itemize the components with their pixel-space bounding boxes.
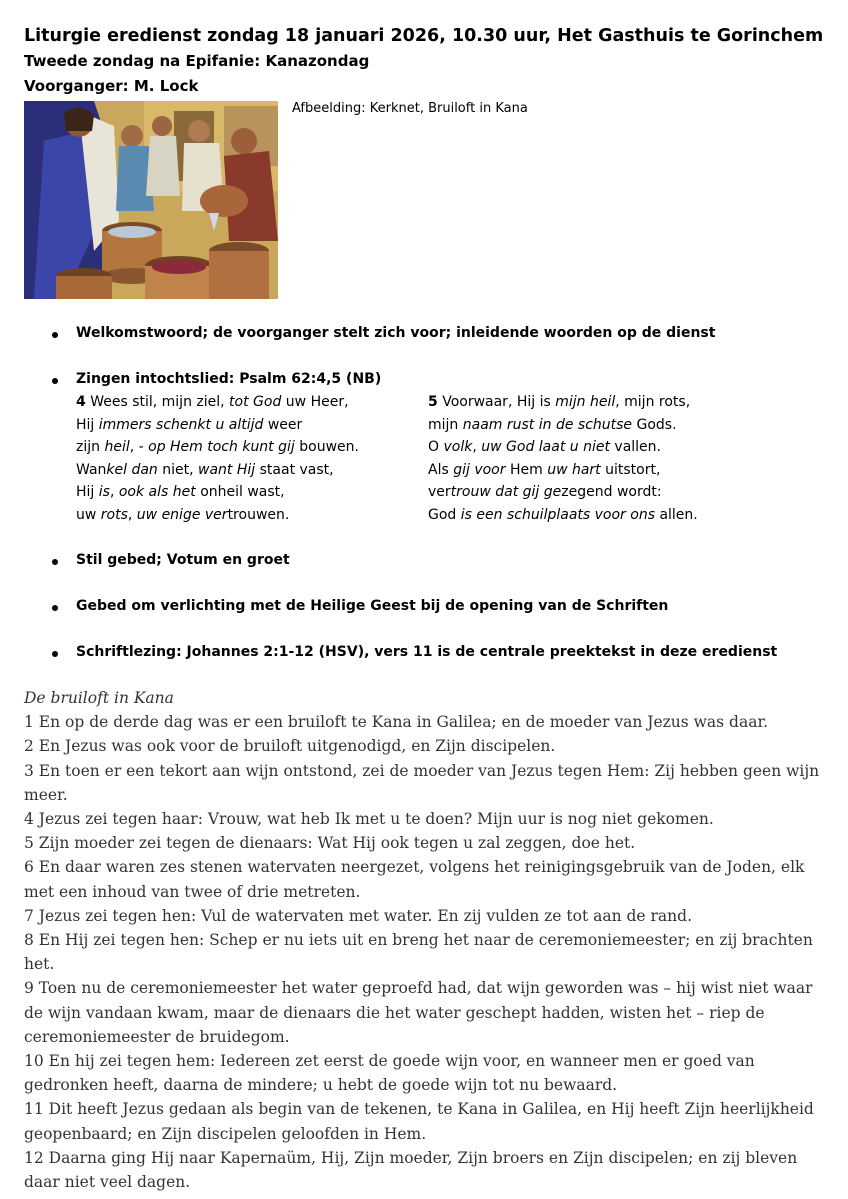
line-run: weer (263, 416, 303, 433)
bullet-icon (52, 651, 58, 657)
order-item-label: Stil gebed; Votum en groet (76, 552, 290, 568)
psalm-line (76, 436, 359, 459)
line-run: volk (443, 439, 473, 456)
line-run: onheil wast, (195, 484, 285, 501)
psalm-line (76, 414, 359, 437)
psalm-line (76, 504, 359, 527)
line-run: naam rust in de schutse (462, 416, 633, 433)
line-run: niet, (157, 461, 199, 478)
line-run: uw hart (547, 461, 601, 478)
line-run: , (109, 484, 119, 501)
verse: 4 Jezus zei tegen haar: Vrouw, wat heb Ik met u te doen? Mijn uur is nog niet gekomen. (24, 810, 714, 829)
line-run: ver (428, 484, 451, 501)
line-run: uitstort, (600, 461, 661, 478)
line-run: , (127, 506, 137, 523)
line-run: Hem (505, 461, 548, 478)
line-run: Als (428, 461, 454, 478)
psalm-line (76, 481, 359, 504)
line-run: uw enige ver (136, 506, 228, 523)
stanza-number: 4 (76, 394, 86, 410)
verse: 6 En daar waren zes stenen watervaten neergezet, volgens het reinigingsgebruik van de Joden, elk met een inhoud van twee of drie metreten. (24, 858, 805, 901)
line-run: want Hij (198, 461, 256, 478)
psalm-stanza-5 (428, 391, 698, 527)
line-text (438, 394, 690, 410)
verse: 7 Jezus zei tegen hen: Vul de watervaten met water. En zij vulden ze tot aan de rand. (24, 906, 692, 925)
line-run: op Hem toch kunt gij (148, 439, 295, 456)
minister-line: Voorganger: M. Lock (24, 77, 199, 95)
line-run: immers schenkt u altijd (98, 416, 264, 433)
line-run: is een schuilplaats voor ons (460, 506, 655, 523)
scripture-text (24, 686, 824, 1194)
bullet-icon (52, 332, 58, 338)
psalm-stanza-4 (76, 391, 359, 527)
line-run: zijn (76, 439, 105, 456)
psalm-line (428, 459, 698, 482)
document-title: Liturgie eredienst zondag 18 januari 2026, 10.30 uur, Het Gasthuis te Gorinchem (24, 26, 824, 46)
line-run: heil (104, 439, 130, 456)
line-run: uw Heer, (281, 394, 349, 410)
verse: 12 Daarna ging Hij naar Kapernaüm, Hij, Zijn moeder, Zijn broers en Zijn discipelen; en zij bleven daar niet veel dagen. (24, 1148, 798, 1192)
line-run: uw God laat u niet (481, 439, 610, 456)
line-run: Wan (76, 461, 107, 478)
stanza-number: 5 (428, 394, 438, 410)
line-run: bouwen. (294, 439, 359, 456)
order-item-label: Gebed om verlichting met de Heilige Geest bij de opening van de Schriften (76, 598, 669, 614)
line-run: vallen. (609, 439, 661, 456)
line-run: rots (100, 506, 128, 523)
verse: 11 Dit heeft Jezus gedaan als begin van de tekenen, te Kana in Galilea, en Hij heeft Zijn heerlijkheid geopenbaard; en Zijn discipelen geloofden in Hem. (24, 1100, 814, 1143)
verse: 2 En Jezus was ook voor de bruiloft uitgenodigd, en Zijn discipelen. (24, 737, 556, 756)
verse: 5 Zijn moeder zei tegen de dienaars: Wat Hij ook tegen u zal zeggen, doe het. (24, 834, 636, 853)
line-run: zegend wordt: (561, 484, 662, 501)
line-run: Gods. (632, 416, 677, 433)
psalm-line (428, 481, 698, 504)
line-run: staat vast, (255, 461, 334, 478)
line-run: , mijn rots, (615, 394, 691, 410)
bullet-icon (52, 378, 58, 384)
line-run: Voorwaar, Hij is (437, 394, 556, 410)
wedding-at-cana-illustration (24, 101, 278, 299)
line-run: Hij (76, 484, 99, 501)
psalm-line (76, 391, 359, 414)
verse: 9 Toen nu de ceremoniemeester het water geproefd had, dat wijn geworden was – hij wist niet waar de wijn vandaan kwam, maar de dienaars die het water geschept hadden, wisten het – riep de ceremoniemeester de bruidegom. (24, 979, 813, 1046)
line-run: tot God (229, 394, 282, 410)
line-run: Wees stil, mijn ziel, (85, 394, 230, 410)
line-run: Hij (76, 416, 99, 433)
psalm-line (428, 391, 698, 414)
line-run: uw (76, 506, 101, 523)
line-run: mijn (428, 416, 463, 433)
line-run: O (428, 439, 444, 456)
psalm-line (428, 414, 698, 437)
psalm-line (76, 459, 359, 482)
verse: 3 En toen er een tekort aan wijn ontstond, zei de moeder van Jezus tegen Hem: Zij hebben geen wijn meer. (24, 761, 820, 804)
line-run: mijn heil (555, 394, 616, 410)
line-run: gij voor (453, 461, 506, 478)
line-run: trouw dat gij ge (450, 484, 562, 501)
order-item-label: Zingen intochtslied: Psalm 62:4,5 (NB) (76, 371, 382, 387)
line-run: God (428, 506, 461, 523)
verse: 10 En hij zei tegen hem: Iedereen zet eerst de goede wijn voor, en wanneer men er goed van gedronken heeft, daarna de mindere; u hebt de goede wijn tot nu bewaard. (24, 1052, 755, 1095)
order-item-label: Schriftlezing: Johannes 2:1-12 (HSV), vers 11 is de centrale preektekst in deze eredienst (76, 644, 778, 660)
pericope-title: De bruiloft in Kana (24, 689, 174, 707)
line-text (86, 394, 349, 410)
line-run: , (472, 439, 482, 456)
bullet-icon (52, 559, 58, 565)
line-run: ook als het (118, 484, 196, 501)
image-caption: Afbeelding: Kerknet, Bruiloft in Kana (292, 101, 528, 116)
verse: 8 En Hij zei tegen hen: Schep er nu iets uit en breng het naar de ceremoniemeester; en zij brachten het. (24, 931, 813, 974)
verse: 1 En op de derde dag was er een bruiloft te Kana in Galilea; en de moeder van Jezus was daar. (24, 713, 769, 732)
line-run: trouwen. (227, 506, 290, 523)
order-item-label: Welkomstwoord; de voorganger stelt zich voor; inleidende woorden op de dienst (76, 325, 716, 341)
line-run: kel dan (106, 461, 158, 478)
psalm-line (428, 504, 698, 527)
document-subtitle: Tweede zondag na Epifanie: Kanazondag (24, 52, 370, 70)
line-run: , - (129, 439, 149, 456)
line-run: is (98, 484, 110, 501)
line-run: allen. (655, 506, 698, 523)
bullet-icon (52, 605, 58, 611)
psalm-line (428, 436, 698, 459)
